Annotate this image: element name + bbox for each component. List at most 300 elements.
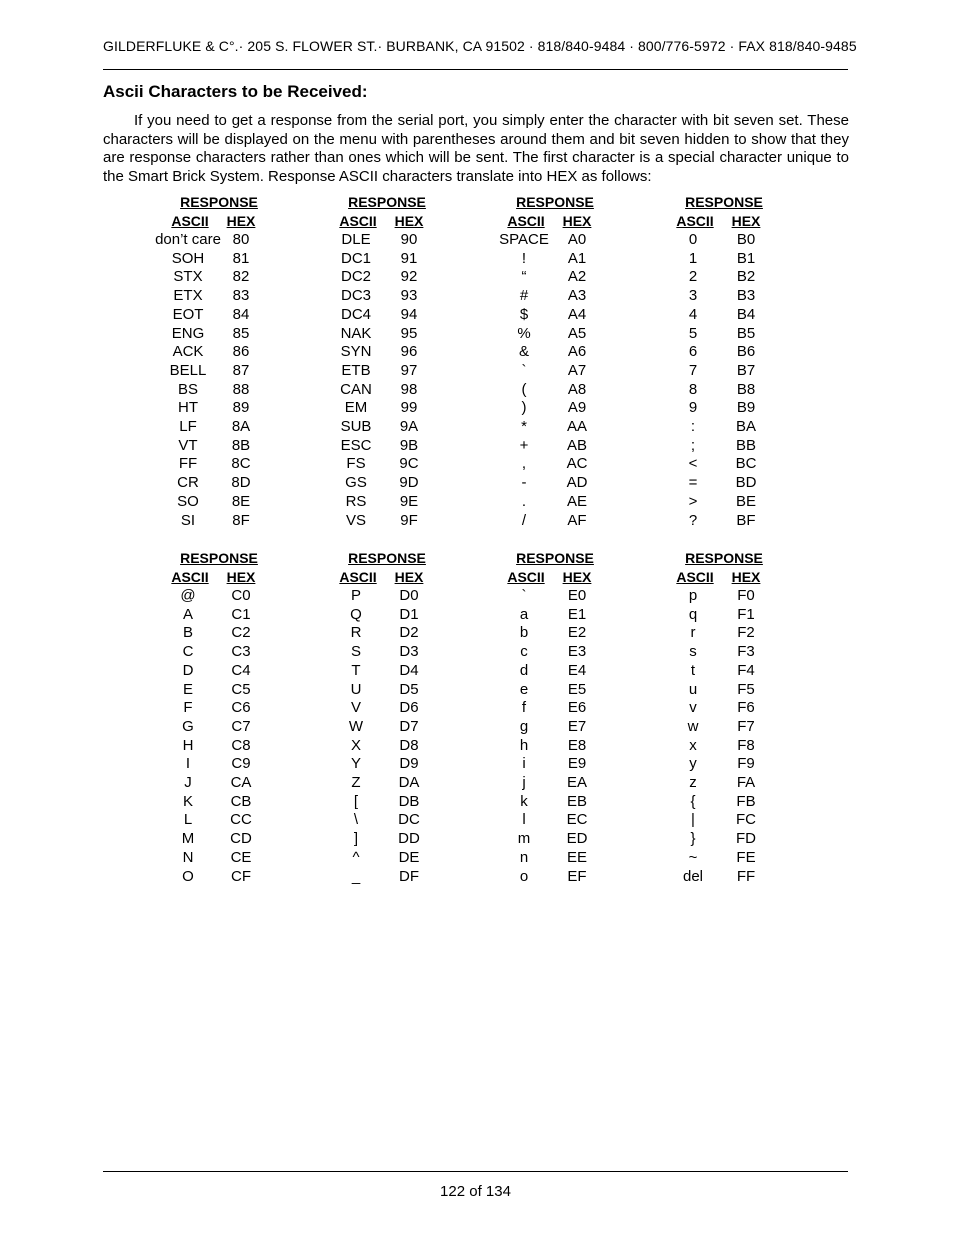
ascii-cell: t (690, 661, 696, 679)
ascii-cell: 6 (688, 343, 698, 361)
ascii-cell: U (350, 680, 362, 698)
hex-cell: D6 (399, 699, 419, 717)
table-row (659, 868, 789, 887)
ascii-cell: & (518, 343, 529, 361)
hex-column-header: HEX (394, 213, 424, 229)
table-row (490, 381, 620, 400)
hex-cell: E4 (567, 661, 587, 679)
table-row (490, 606, 620, 625)
table-row (154, 287, 284, 306)
hex-cell: E2 (567, 624, 587, 642)
table-row (322, 830, 452, 849)
hex-cell: C6 (231, 699, 251, 717)
response-header: RESPONSE (348, 550, 426, 566)
table-row (659, 268, 789, 287)
table-row (659, 774, 789, 793)
ascii-cell: s (689, 643, 697, 661)
hex-cell: EA (566, 774, 587, 791)
ascii-cell: DC2 (340, 268, 371, 286)
ascii-cell: G (182, 717, 194, 735)
hex-cell: D7 (399, 717, 419, 735)
table-row (490, 343, 620, 362)
table-row (154, 418, 284, 437)
ascii-cell: EM (344, 399, 368, 417)
table-row (322, 737, 452, 756)
table-row (659, 662, 789, 681)
table-row (154, 830, 284, 849)
ascii-cell: 9 (688, 399, 698, 417)
table-row (659, 830, 789, 849)
hex-cell: EB (566, 792, 587, 810)
ascii-cell: ! (521, 249, 527, 267)
hex-column-header: HEX (731, 213, 761, 229)
table-row (659, 699, 789, 718)
hex-cell: F8 (737, 736, 755, 754)
hex-cell: CE (230, 848, 252, 866)
ascii-cell: M (181, 830, 195, 848)
hex-cell: CA (230, 774, 252, 791)
hex-cell: D3 (399, 643, 419, 661)
table-row (490, 681, 620, 700)
hex-cell: C0 (231, 587, 251, 604)
ascii-cell: Y (350, 755, 361, 773)
table-row (154, 793, 284, 812)
table-row (659, 455, 789, 474)
hex-cell: E8 (567, 736, 587, 754)
hex-column-header: HEX (226, 569, 256, 585)
table-row (154, 624, 284, 643)
hex-cell: D5 (399, 680, 419, 698)
ascii-cell: 3 (688, 287, 698, 305)
response-header: RESPONSE (348, 194, 426, 210)
ascii-cell: w (687, 717, 699, 735)
ascii-column-header: ASCII (171, 569, 209, 585)
hex-cell: B0 (736, 231, 756, 248)
table-row (322, 662, 452, 681)
table-row (659, 811, 789, 830)
ascii-cell: [ (353, 792, 359, 810)
ascii-cell: ` (521, 361, 527, 379)
table-row (154, 868, 284, 887)
ascii-cell: SI (180, 511, 196, 529)
table-row (154, 474, 284, 493)
table-row (154, 849, 284, 868)
ascii-cell: ETX (173, 287, 203, 305)
ascii-cell: 7 (688, 361, 698, 379)
hex-cell: C9 (231, 755, 251, 773)
hex-cell: 9B (399, 436, 419, 454)
hex-cell: BA (735, 418, 756, 435)
hex-cell: C4 (231, 661, 251, 679)
hex-cell: DA (398, 774, 420, 791)
ascii-cell: A (182, 605, 193, 623)
hex-cell: DF (399, 867, 419, 885)
table-row (322, 493, 452, 512)
hex-cell: B6 (736, 343, 756, 361)
hex-cell: 97 (400, 361, 418, 379)
hex-cell: FA (736, 774, 756, 791)
table-row (659, 737, 789, 756)
ascii-cell: l (522, 811, 526, 829)
hex-cell: E9 (567, 755, 587, 773)
ascii-cell: $ (519, 305, 529, 323)
table-row (322, 287, 452, 306)
hex-cell: B9 (736, 399, 756, 417)
ascii-cell: = (688, 474, 698, 492)
table-row (490, 474, 620, 493)
table-row (659, 325, 789, 344)
ascii-cell: ] (353, 830, 359, 848)
hex-cell: BF (736, 511, 756, 529)
ascii-cell: ( (521, 380, 527, 398)
table-row (322, 268, 452, 287)
hex-cell: 99 (400, 399, 418, 417)
table-row (154, 381, 284, 400)
hex-cell: D2 (399, 624, 419, 642)
table-row (490, 774, 620, 793)
ascii-cell: W (348, 717, 364, 735)
ascii-cell: - (521, 474, 527, 492)
ascii-cell: CAN (340, 380, 372, 398)
table-row (659, 755, 789, 774)
ascii-cell: / (521, 511, 527, 529)
table-row (659, 343, 789, 362)
table-row (322, 418, 452, 437)
ascii-cell: ) (521, 399, 527, 417)
ascii-column-header: ASCII (676, 213, 714, 229)
table-row (490, 643, 620, 662)
hex-cell: 87 (232, 361, 250, 379)
hex-cell: E5 (567, 680, 587, 698)
ascii-column-header: ASCII (339, 213, 377, 229)
ascii-cell: BS (177, 380, 198, 398)
ascii-cell: ? (688, 511, 698, 529)
table-row (322, 643, 452, 662)
table-row (659, 493, 789, 512)
table-row (659, 250, 789, 269)
ascii-cell: SYN (340, 343, 372, 361)
hex-cell: F6 (737, 699, 755, 717)
ascii-cell: C (182, 643, 194, 661)
ascii-cell: Q (350, 605, 362, 623)
ascii-cell: 5 (688, 324, 698, 342)
table-row (154, 250, 284, 269)
hex-cell: E3 (567, 643, 587, 661)
ascii-column-header: ASCII (171, 213, 209, 229)
hex-cell: 8C (231, 455, 251, 473)
table-row (322, 399, 452, 418)
table-row (322, 681, 452, 700)
ascii-cell: 4 (688, 305, 698, 323)
ascii-cell: y (689, 755, 697, 773)
hex-cell: 9D (399, 474, 419, 492)
hex-cell: F1 (737, 605, 755, 623)
table-row (490, 699, 620, 718)
hex-cell: D0 (399, 587, 419, 604)
hex-cell: 90 (400, 231, 418, 248)
ascii-cell: P (350, 587, 361, 604)
table-row (490, 512, 620, 531)
ascii-cell: SOH (171, 249, 205, 267)
ascii-cell: del (682, 867, 704, 885)
hex-cell: A6 (567, 343, 587, 361)
table-row (154, 718, 284, 737)
table-row (154, 699, 284, 718)
ascii-cell: SPACE (499, 231, 549, 248)
ascii-cell: * (521, 418, 527, 435)
ascii-cell: V (350, 699, 361, 717)
table-row (154, 437, 284, 456)
table-row (659, 231, 789, 250)
hex-cell: 98 (400, 380, 418, 398)
ascii-cell: I (185, 755, 191, 773)
ascii-cell: “ (521, 268, 527, 286)
hex-column-header: HEX (562, 213, 592, 229)
ascii-cell: n (519, 848, 529, 866)
table-row (322, 587, 452, 606)
ascii-cell: ; (690, 436, 696, 454)
table-row (659, 587, 789, 606)
ascii-cell: : (690, 418, 696, 435)
table-row (322, 718, 452, 737)
hex-cell: D8 (399, 736, 419, 754)
ascii-cell: Z (351, 774, 361, 791)
ascii-cell: LF (179, 418, 197, 435)
hex-cell: B8 (736, 380, 756, 398)
table-row (322, 793, 452, 812)
hex-cell: FB (736, 792, 756, 810)
hex-cell: 80 (232, 231, 250, 248)
hex-cell: BB (735, 436, 756, 454)
hex-cell: FD (736, 830, 756, 848)
ascii-cell: RS (345, 492, 367, 510)
hex-cell: BC (735, 455, 757, 473)
table-row (322, 606, 452, 625)
ascii-cell: z (689, 774, 697, 791)
ascii-cell: STX (173, 268, 203, 286)
hex-cell: E0 (567, 587, 587, 604)
hex-cell: C7 (231, 717, 251, 735)
ascii-cell: a (519, 605, 529, 623)
hex-cell: 84 (232, 305, 250, 323)
hex-cell: A8 (567, 380, 587, 398)
hex-column-header: HEX (562, 569, 592, 585)
hex-cell: DB (398, 792, 420, 810)
hex-cell: 94 (400, 305, 418, 323)
hex-cell: B7 (736, 361, 756, 379)
hex-cell: C2 (231, 624, 251, 642)
table-row (322, 343, 452, 362)
hex-cell: E6 (567, 699, 587, 717)
table-row (659, 624, 789, 643)
ascii-cell: ESC (340, 436, 372, 454)
hex-cell: CB (230, 792, 252, 810)
ascii-cell: 1 (688, 249, 698, 267)
ascii-cell: + (519, 436, 529, 454)
ascii-column-header: ASCII (339, 569, 377, 585)
table-row (322, 250, 452, 269)
ascii-cell: , (521, 455, 527, 473)
table-row (322, 306, 452, 325)
page-header: GILDERFLUKE & C°.· 205 S. FLOWER ST.· BURBANK, CA 91502 · 818/840-9484 · 800/776-5972 · FAX 818/840-9485 (103, 38, 857, 54)
ascii-cell: DC3 (340, 287, 371, 305)
ascii-cell: ` (521, 587, 527, 604)
hex-cell: A5 (567, 324, 587, 342)
hex-cell: C1 (231, 605, 251, 623)
table-row (322, 437, 452, 456)
table-row (490, 755, 620, 774)
hex-cell: EE (566, 848, 587, 866)
ascii-cell: 8 (688, 380, 698, 398)
hex-cell: FC (736, 811, 756, 829)
ascii-cell: ^ (352, 848, 360, 866)
ascii-cell: N (182, 848, 194, 866)
table-row (322, 455, 452, 474)
table-row (154, 306, 284, 325)
hex-cell: 92 (400, 268, 418, 286)
table-row (659, 681, 789, 700)
ascii-cell: GS (345, 474, 367, 492)
ascii-cell: e (519, 680, 529, 698)
table-row (659, 849, 789, 868)
hex-cell: F9 (737, 755, 755, 773)
hex-cell: 82 (232, 268, 250, 286)
table-row (154, 455, 284, 474)
ascii-cell: E (182, 680, 193, 698)
table-row (154, 662, 284, 681)
ascii-cell: ~ (688, 848, 698, 866)
table-row (659, 718, 789, 737)
ascii-cell: F (183, 699, 193, 717)
hex-column-header: HEX (226, 213, 256, 229)
hex-cell: ED (566, 830, 588, 848)
hex-cell: B5 (736, 324, 756, 342)
table-row (659, 643, 789, 662)
table-row (322, 474, 452, 493)
hex-cell: 8B (231, 436, 251, 454)
table-row (154, 737, 284, 756)
hex-cell: A9 (567, 399, 587, 417)
hex-cell: 8F (232, 511, 250, 529)
hex-cell: 89 (232, 399, 250, 417)
hex-cell: F7 (737, 717, 755, 735)
table-row (490, 437, 620, 456)
ascii-cell: { (690, 792, 696, 810)
ascii-cell: CR (177, 474, 199, 492)
hex-cell: CF (231, 867, 251, 885)
table-row (154, 774, 284, 793)
hex-cell: 9F (400, 511, 418, 529)
ascii-cell: < (688, 455, 698, 473)
hex-cell: 8E (231, 492, 251, 510)
ascii-cell: ACK (172, 343, 204, 361)
hex-cell: A0 (567, 231, 587, 248)
ascii-cell: i (522, 755, 526, 773)
hex-cell: B3 (736, 287, 756, 305)
table-row (490, 849, 620, 868)
response-header: RESPONSE (180, 194, 258, 210)
hex-cell: 8A (231, 418, 251, 435)
ascii-cell: ENG (171, 324, 205, 342)
ascii-cell: 2 (688, 268, 698, 286)
table-row (154, 643, 284, 662)
ascii-cell: o (519, 867, 529, 885)
table-row (490, 399, 620, 418)
table-row (322, 811, 452, 830)
ascii-cell: VS (345, 511, 366, 529)
hex-cell: F4 (737, 661, 755, 679)
ascii-cell: m (517, 830, 531, 848)
table-row (490, 268, 620, 287)
ascii-cell: J (184, 774, 192, 791)
table-row (154, 811, 284, 830)
hex-cell: CC (230, 811, 252, 829)
ascii-cell: FS (346, 455, 366, 473)
table-row (659, 606, 789, 625)
hex-cell: C3 (231, 643, 251, 661)
hex-cell: DD (398, 830, 420, 848)
ascii-cell: FF (178, 455, 198, 473)
header-rule (103, 69, 848, 70)
table-row (490, 325, 620, 344)
table-row (322, 231, 452, 250)
intro-paragraph (103, 112, 849, 187)
response-header: RESPONSE (685, 550, 763, 566)
ascii-cell: 0 (688, 231, 698, 248)
table-row (490, 624, 620, 643)
hex-cell: BE (735, 492, 756, 510)
ascii-cell: g (519, 717, 529, 735)
hex-cell: 81 (232, 249, 250, 267)
table-row (154, 362, 284, 381)
hex-cell: EF (567, 867, 587, 885)
response-header: RESPONSE (180, 550, 258, 566)
table-row (659, 306, 789, 325)
hex-column-header: HEX (731, 569, 761, 585)
hex-cell: AB (566, 436, 587, 454)
response-header: RESPONSE (685, 194, 763, 210)
table-row (659, 381, 789, 400)
ascii-cell: H (182, 736, 194, 754)
hex-cell: C5 (231, 680, 251, 698)
table-row (154, 268, 284, 287)
page-number: 122 of 134 (440, 1183, 511, 1200)
ascii-cell: B (182, 624, 193, 642)
table-row (490, 793, 620, 812)
ascii-cell: S (350, 643, 361, 661)
table-row (322, 868, 452, 887)
ascii-cell: x (689, 736, 697, 754)
table-row (322, 755, 452, 774)
response-header: RESPONSE (516, 550, 594, 566)
ascii-cell: j (522, 774, 526, 791)
table-row (154, 325, 284, 344)
ascii-cell: # (519, 287, 529, 305)
ascii-cell: v (689, 699, 697, 717)
table-row (322, 512, 452, 531)
table-row (659, 362, 789, 381)
table-row (659, 474, 789, 493)
table-row (490, 662, 620, 681)
table-row (322, 624, 452, 643)
hex-cell: D9 (399, 755, 419, 773)
ascii-cell: ETB (341, 361, 371, 379)
ascii-cell: O (182, 867, 194, 885)
ascii-cell: r (690, 624, 696, 642)
hex-cell: A1 (567, 249, 587, 267)
hex-cell: A2 (567, 268, 587, 286)
hex-cell: BD (735, 474, 757, 492)
